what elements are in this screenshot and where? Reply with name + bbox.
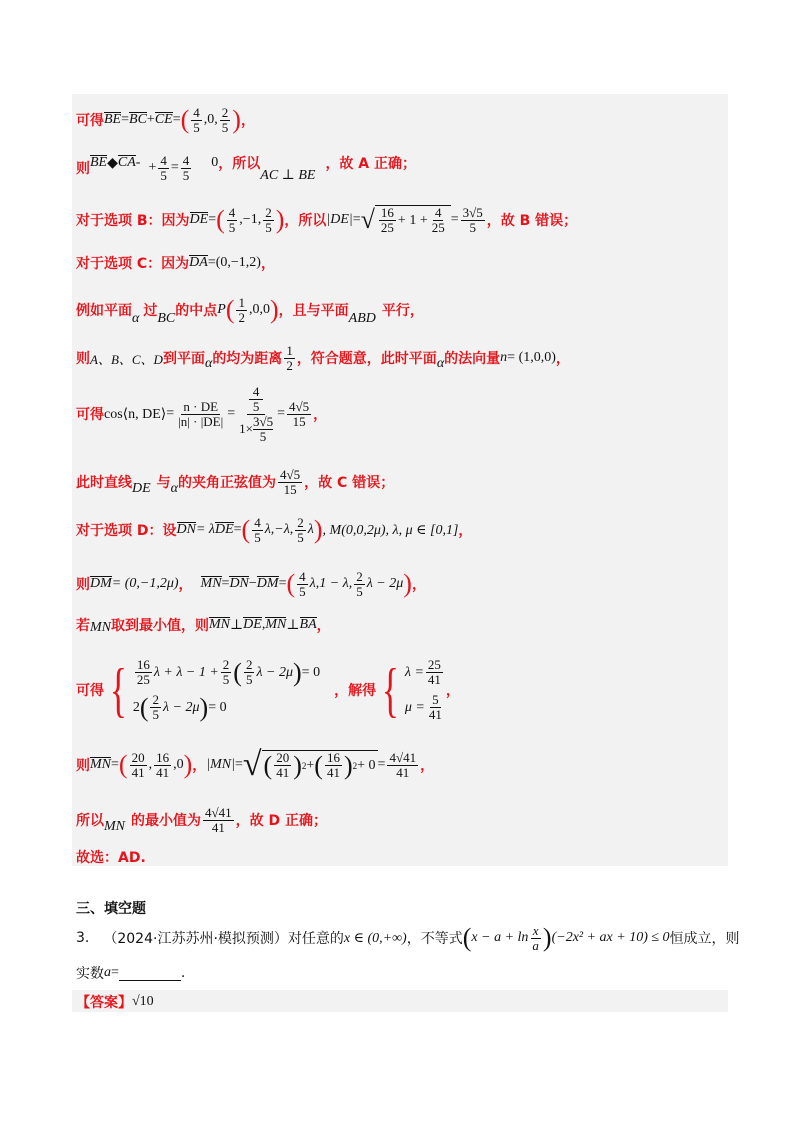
solution-line-1 — [76, 100, 255, 140]
math: DE — [132, 481, 151, 496]
sqrt: √ ( $\frac{20}{41}$ ) 2 + ( $\frac{16}{41}$ ) 2 + 0 — [242, 746, 376, 783]
math: ABD — [348, 311, 376, 326]
fraction: $\frac{4}{5}$ — [160, 152, 167, 183]
text: ， — [458, 523, 473, 539]
fraction: $\frac{2}{5}$ — [297, 514, 304, 545]
sqrt: √ $\frac{16}{25}$ + 1 + $\frac{4}{25}$ — [361, 205, 451, 235]
math: , — [148, 757, 153, 772]
text: 的中点 — [175, 303, 218, 319]
math: DA — [189, 255, 208, 270]
text: ， — [420, 758, 435, 774]
text: . — [180, 965, 186, 981]
answer-label: 【答案】 — [76, 995, 132, 1011]
text: ， — [192, 758, 207, 774]
text: 的法向量 — [444, 351, 501, 367]
math: x ∈ (0,+∞) — [343, 930, 407, 946]
answer-line — [76, 992, 154, 1012]
text: ，故 A 正确； — [325, 156, 417, 172]
text: ，解得 — [334, 683, 377, 699]
math: = — [277, 406, 286, 421]
text: ，故 B 错误； — [486, 213, 578, 229]
fraction: $\frac{2}{5}$ — [356, 568, 363, 599]
fraction: $\frac{16}{41}$ — [156, 749, 170, 780]
math: α — [132, 311, 140, 326]
paren: ( — [216, 205, 225, 234]
math: ⊥ — [230, 617, 244, 633]
text: 的夹角正弦值为 — [178, 475, 277, 491]
math: P — [217, 302, 226, 317]
text: 可得 — [76, 683, 104, 699]
solution-line-8 — [76, 462, 394, 502]
solution-line-14 — [76, 800, 327, 840]
text: 对于选项 C：因为 — [76, 256, 190, 272]
math: DE — [214, 522, 234, 537]
fraction: $\frac{4}{5}$ — [182, 152, 190, 183]
solution-line-15 — [76, 846, 146, 868]
fraction: $\frac{1}{2}$ — [238, 294, 245, 325]
fraction: $\frac{4}{5}$ — [254, 514, 261, 545]
math: ⊥ — [286, 617, 300, 633]
math: λ,1 − λ, — [309, 576, 353, 591]
solution-line-11 — [76, 610, 331, 640]
text: 与 — [156, 475, 171, 491]
math: BA — [299, 617, 317, 632]
math: = — [207, 255, 216, 270]
text: 取到最小值，则 — [111, 618, 209, 634]
fraction: $\frac{4}{5}$ — [228, 204, 236, 235]
text: ， — [445, 683, 460, 699]
complex-fraction: 4 5 1× $\frac{3√5}{5}$ — [239, 383, 274, 444]
fraction: $\frac{4}{5}$ — [193, 104, 200, 135]
solution-line-9 — [76, 508, 472, 552]
solution-line-5 — [76, 288, 424, 332]
math: ,0 — [173, 757, 184, 772]
text: 对于选项 D：设 — [76, 523, 177, 539]
paren: ( — [241, 515, 251, 544]
section-heading: 三、填空题 — [76, 901, 146, 917]
math: = — [278, 576, 287, 591]
solution-line-3 — [76, 198, 577, 242]
text: ，故 C 错误； — [304, 475, 395, 491]
text: 则 — [76, 758, 90, 774]
answer-background — [72, 990, 728, 1012]
math: α — [170, 481, 179, 496]
math: + — [146, 112, 155, 127]
math: DM — [90, 576, 112, 591]
math: 0 — [211, 155, 219, 170]
math: = λ — [195, 522, 215, 537]
paren: ) — [403, 569, 412, 598]
text: ， — [555, 351, 570, 367]
math: CE — [154, 112, 173, 127]
math: cos⟨n, DE⟩ — [104, 406, 167, 422]
math: DE — [189, 212, 209, 227]
solution-line-12 — [76, 648, 460, 732]
solution-line-2 — [76, 146, 416, 190]
text: 过 — [143, 303, 158, 319]
text: ， — [411, 577, 426, 593]
math: α — [436, 356, 445, 371]
text: 可得 — [76, 407, 104, 423]
math: MN — [104, 819, 125, 834]
math: = (0,−1,2μ) — [111, 576, 179, 591]
fraction: $\frac{4√41}{41}$ — [205, 804, 232, 835]
text: ， — [316, 618, 331, 634]
fraction: $\frac{2}{5}$ — [221, 104, 229, 135]
solution-line-13 — [76, 740, 434, 790]
math: BC — [129, 112, 147, 127]
solution-line-10 — [76, 562, 426, 606]
math: = — [234, 757, 243, 772]
math: MN — [90, 620, 111, 635]
math: BE — [104, 112, 122, 127]
paren: ( — [180, 105, 190, 134]
question-3-line-1 — [76, 918, 740, 958]
math: − — [248, 576, 257, 591]
math: , M(0,0,2μ), λ, μ ∈ [0,1] — [322, 522, 459, 538]
fraction: $\frac{1}{2}$ — [286, 342, 293, 373]
math: DM — [256, 576, 279, 591]
text: ，且与平面 — [278, 303, 349, 319]
math: |DE| — [326, 212, 353, 227]
paren: ) — [232, 105, 241, 134]
paren: ) — [183, 750, 193, 779]
question-source: （2024·江苏苏州·模拟预测）对任意的 — [103, 931, 344, 947]
math: ,0,0 — [248, 302, 270, 317]
text: 的均为距离 — [212, 351, 283, 367]
math: (−2x² + ax + 10) ≤ 0 — [551, 930, 670, 945]
paren: ( — [286, 569, 296, 598]
math: + — [148, 160, 157, 175]
math: = — [111, 757, 119, 772]
math: MN — [265, 617, 287, 632]
text: ， — [178, 577, 193, 593]
math: A、B、C、D — [90, 351, 163, 367]
text: ，所以 — [218, 156, 261, 172]
text: 若 — [76, 618, 90, 634]
math: = (1,0,0) — [507, 350, 556, 365]
text: ， — [240, 113, 255, 129]
math: λ − 2μ — [366, 576, 404, 591]
math: |MN| — [206, 757, 235, 772]
math: = — [352, 212, 361, 227]
paren: ) — [275, 205, 285, 234]
math: = — [233, 522, 242, 537]
math: , — [261, 617, 266, 632]
text: 所以 — [76, 813, 104, 829]
text: 恒成立，则 — [669, 931, 740, 947]
math: = — [377, 757, 386, 772]
text: 故选：AD. — [76, 850, 146, 866]
text: ，符合题意，此时平面 — [296, 351, 437, 367]
paren: ( — [462, 923, 472, 952]
text: 对于选项 B：因为 — [76, 213, 190, 229]
paren: ( — [225, 295, 235, 324]
text: 到平面 — [162, 351, 205, 367]
text: 的最小值为 — [131, 813, 201, 829]
math: = — [208, 212, 217, 227]
math: x − a + ln — [471, 930, 529, 945]
math: BE — [90, 155, 108, 170]
paren: ) — [542, 923, 552, 952]
text: ， — [313, 407, 328, 423]
math: = — [166, 406, 175, 421]
equation-system: $\frac{16}{25}$ λ + λ − 1 + $\frac{2}{5}$ ( $\frac{2}{5}$ λ − 2μ ) = 0 2 ( $\frac{2}{5}$ λ − 2μ ) = 0 — [132, 657, 321, 722]
fraction: $\frac{n \cdot DE}{|n| \cdot |DE|}$ — [178, 398, 224, 429]
solution-line-6 — [76, 338, 570, 378]
math: ,−1, — [239, 212, 262, 227]
text: 可得 — [76, 113, 104, 129]
text: 平行， — [381, 303, 424, 319]
math: = — [111, 965, 119, 980]
fraction: $\frac{4}{5}$ — [299, 568, 306, 599]
math: n — [500, 350, 508, 365]
text: 例如平面 — [76, 303, 132, 319]
math: DE — [243, 617, 262, 632]
math: ◆ — [107, 155, 118, 171]
math: DN — [176, 522, 196, 537]
fraction: $\frac{2}{5}$ — [265, 204, 272, 235]
math: MN — [200, 576, 222, 591]
math: ,0, — [203, 112, 218, 127]
text: ，不等式 — [406, 931, 463, 947]
solution-line-7 — [76, 378, 327, 450]
paren: ) — [269, 295, 279, 324]
math: - — [135, 155, 141, 170]
math: MN — [90, 757, 111, 772]
left-brace: { — [109, 657, 128, 723]
solution-line-4 — [76, 250, 275, 276]
math: BC — [157, 311, 176, 326]
math: = — [170, 160, 179, 175]
answer-value: √10 — [132, 994, 154, 1009]
math: = — [172, 112, 181, 127]
paren: ) — [313, 515, 323, 544]
text: 则 — [76, 577, 90, 593]
math: = — [121, 112, 130, 127]
question-3-line-2 — [76, 962, 185, 984]
math: CA — [117, 155, 136, 170]
paren: ( — [118, 750, 128, 779]
math: λ — [307, 522, 314, 537]
text: ，故 D 正确； — [235, 813, 328, 829]
math: = — [450, 212, 459, 227]
fraction: $\frac{4√41}{41}$ — [389, 749, 417, 780]
fraction: $\frac{4√5}{15}$ — [289, 398, 310, 429]
text: 则 — [76, 161, 90, 177]
text: 实数 — [76, 966, 104, 982]
math: = — [221, 576, 230, 591]
fraction: $\frac{3√5}{5}$ — [462, 204, 483, 235]
text: 此时直线 — [76, 475, 132, 491]
math: a — [104, 965, 111, 980]
solution-system: λ = $\frac{25}{41}$ μ = $\frac{5}{41}$ — [404, 657, 442, 722]
math: AC ⊥ BE — [260, 167, 316, 183]
math: MN — [209, 617, 230, 632]
fraction: $\frac{4√5}{15}$ — [280, 466, 301, 497]
fraction: $\frac{20}{41}$ — [131, 749, 145, 780]
question-number: 3. — [76, 930, 90, 946]
text: ，所以 — [284, 213, 327, 229]
math: (0,−1,2) — [215, 255, 261, 270]
math: DN — [229, 576, 249, 591]
left-brace: { — [381, 657, 400, 723]
math: λ,−λ, — [264, 522, 294, 537]
text: 则 — [76, 351, 90, 367]
math: α — [204, 356, 213, 371]
answer-blank — [119, 966, 181, 981]
math: = — [227, 406, 236, 421]
fraction: $\frac{x}{a}$ — [532, 922, 539, 953]
text: ， — [260, 256, 275, 272]
